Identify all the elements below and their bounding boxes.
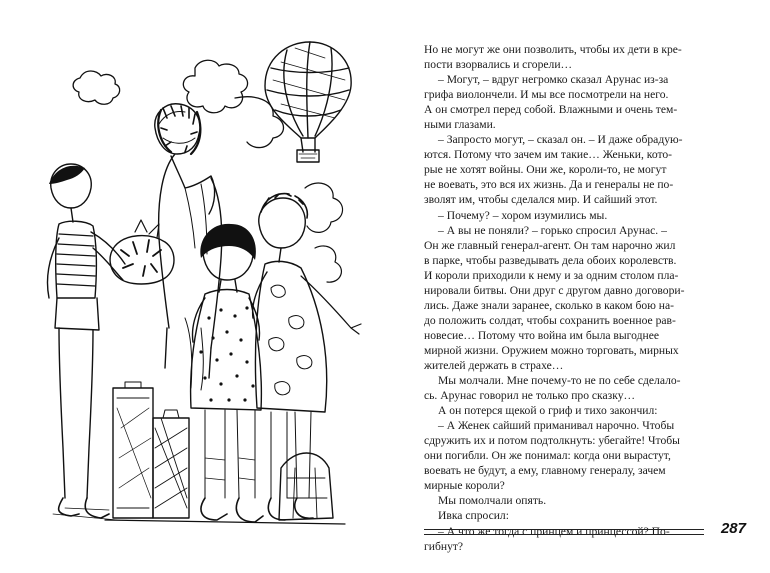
- text-line: в парке, чтобы разведывать дела обоих королевств.: [424, 253, 677, 267]
- text-line: не воевать, это вся их жизнь. Да и генералы не по-: [424, 178, 674, 192]
- figure-boy-with-cat: [47, 164, 174, 520]
- text-line: – А Женек сайший приманивал нарочно. Чтобы: [438, 419, 675, 433]
- text-line: сь. Арунас говорил не только про сказку…: [424, 389, 636, 403]
- page-text: [424, 42, 746, 554]
- footer-rule: [424, 529, 704, 535]
- text-line: сдружить их и потом подтолкнуть: убегайте! Чтобы: [424, 434, 680, 448]
- text-line: мирной жизни. Оружием можно торговать, мирных: [424, 343, 679, 357]
- cloud-left-icon: [73, 71, 120, 104]
- text-line: воевать не будут, а ему, главному генералу, зачем: [424, 464, 666, 478]
- text-line: Мы помолчали опять.: [438, 494, 547, 508]
- page-number: 287: [720, 520, 746, 537]
- figure-girl-polka-dress: [191, 224, 263, 522]
- text-line: – Почему? – хором изумились мы.: [438, 208, 608, 222]
- text-line: они погибли. Он же понимал: когда они вырастут,: [424, 449, 671, 463]
- text-line: зволят им, чтобы сделался мир. И сайший этот.: [424, 193, 658, 207]
- text-line: лись. Даже знали заранее, сколько в каком бою на-: [424, 298, 675, 312]
- text-line: – А что же тогда с принцем и принцессой? По-: [438, 524, 670, 538]
- illustration-children-with-suitcases: [25, 28, 390, 538]
- text-line: Ивка спросил:: [438, 509, 509, 523]
- cloud-right-icon: [305, 183, 343, 282]
- text-line: пости взорвались и сгорели…: [424, 58, 573, 72]
- text-line: ются. Потому что зачем им такие… Женьки, кото-: [424, 148, 673, 162]
- text-line: нировали битвы. Они друг с другом давно договори-: [424, 283, 685, 297]
- text-line: грифа виолончели. И мы все посмотрели на него.: [424, 88, 669, 102]
- text-line: – Могут, – вдруг негромко сказал Арунас из-за: [438, 73, 669, 87]
- text-line: рые не хотят войны. Они же, короли-то, не могут: [424, 163, 667, 177]
- text-line: – А вы не поняли? – горько спросил Арунас. –: [438, 223, 667, 237]
- text-line: до положить солдат, чтобы сохранить военное рав-: [424, 313, 676, 327]
- figure-girl-patterned-dress: [253, 194, 361, 520]
- text-line: гибнут?: [424, 539, 464, 553]
- text-line: А он потерся щекой о гриф и тихо закончил:: [438, 404, 658, 418]
- text-line: – Запросто могут, – сказал он. – И даже обрадую-: [438, 133, 683, 147]
- hot-air-balloon-icon: [265, 42, 351, 162]
- text-line: новесие… Потому что война им была выгоднее: [424, 328, 659, 342]
- text-line: И короли приходили к нему и за одним столом пла-: [424, 268, 679, 282]
- text-line: Но не могут же они позволить, чтобы их дети в кре-: [424, 43, 682, 56]
- text-line: жителей держать в страхе…: [424, 358, 564, 372]
- text-line: А он смотрел перед собой. Влажными и очень тем-: [424, 103, 678, 117]
- text-line: Он же главный генерал-агент. Он там нарочно жил: [424, 238, 676, 252]
- text-line: мирные короли?: [424, 479, 505, 493]
- text-line: Мы молчали. Мне почему-то не по себе сделало-: [438, 374, 681, 388]
- page-footer: [424, 520, 746, 542]
- text-line: ными глазами.: [424, 118, 496, 132]
